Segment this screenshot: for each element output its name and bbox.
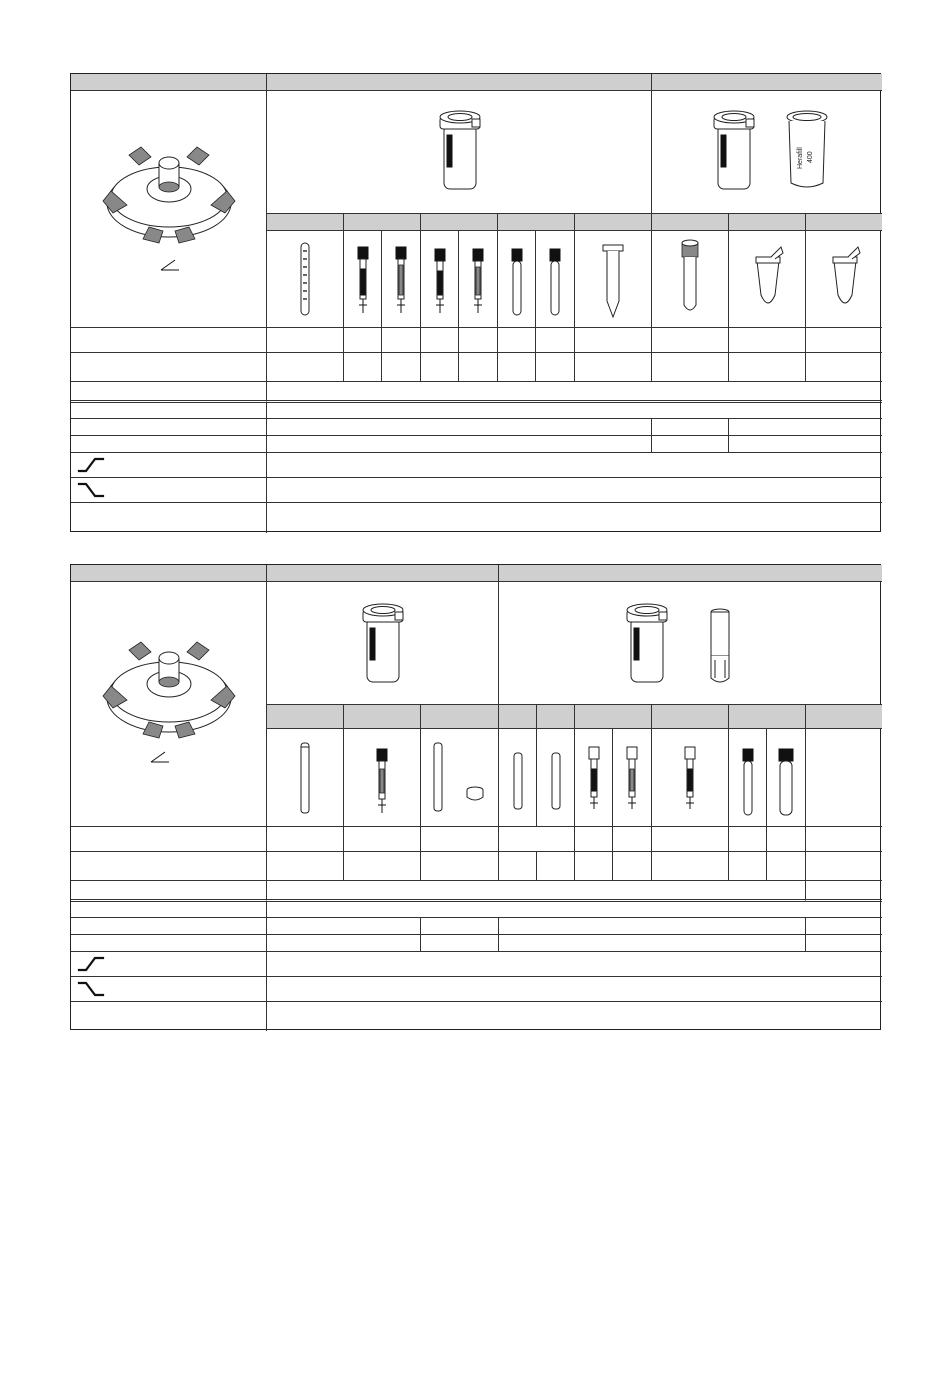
header-cell-bucket-a bbox=[267, 74, 652, 91]
data-cell bbox=[267, 918, 421, 935]
subheader-cell bbox=[267, 214, 344, 231]
round-bucket-illustration bbox=[353, 600, 413, 690]
row-label-cell bbox=[71, 353, 267, 382]
subheader-cell bbox=[575, 214, 652, 231]
data-cell bbox=[267, 382, 882, 403]
subheader-cell bbox=[806, 214, 882, 231]
accel-label-cell bbox=[71, 453, 267, 478]
round-bucket-illustration bbox=[430, 107, 490, 197]
row-label-cell bbox=[71, 935, 267, 952]
plain-tube-icon bbox=[431, 739, 445, 819]
adapter-insert-illustration bbox=[705, 608, 735, 688]
data-cell bbox=[421, 353, 459, 382]
data-cell bbox=[806, 852, 882, 881]
data-cell bbox=[613, 852, 652, 881]
data-cell bbox=[267, 902, 882, 918]
screw-cap-tube-icon bbox=[678, 239, 702, 319]
subheader-cell bbox=[537, 705, 575, 729]
plain-tube-icon bbox=[298, 739, 312, 819]
vacuum-tube-icon bbox=[394, 241, 408, 319]
rotor-image-cell bbox=[71, 582, 267, 827]
data-cell bbox=[382, 328, 421, 353]
tube-cell bbox=[498, 231, 536, 328]
acceleration-ramp-icon bbox=[77, 456, 105, 474]
data-cell bbox=[344, 328, 382, 353]
row-label-cell bbox=[71, 852, 267, 881]
data-cell bbox=[421, 827, 499, 852]
tube-cell bbox=[536, 231, 575, 328]
tube-cell bbox=[767, 729, 806, 827]
tube-cell bbox=[499, 729, 537, 827]
subheader-cell bbox=[499, 705, 537, 729]
data-cell bbox=[344, 827, 421, 852]
data-cell bbox=[537, 852, 575, 881]
data-cell bbox=[729, 852, 767, 881]
data-cell bbox=[267, 436, 652, 453]
plain-tube-icon bbox=[511, 749, 525, 829]
tube-cell bbox=[344, 729, 421, 827]
data-cell bbox=[652, 353, 729, 382]
subheader-cell bbox=[806, 705, 882, 729]
rotor-table-2 bbox=[70, 564, 881, 1030]
data-cell bbox=[421, 918, 499, 935]
header-cell-bucket-a bbox=[267, 565, 499, 582]
subheader-cell bbox=[344, 705, 421, 729]
subheader-cell bbox=[344, 214, 421, 231]
data-cell bbox=[806, 827, 882, 852]
data-cell bbox=[498, 328, 536, 353]
data-cell bbox=[267, 503, 882, 533]
row-label-cell bbox=[71, 382, 267, 403]
data-cell bbox=[806, 918, 882, 935]
header-cell-bucket-b bbox=[499, 565, 882, 582]
data-cell bbox=[267, 328, 344, 353]
round-bucket-illustration bbox=[617, 600, 677, 690]
data-cell bbox=[344, 852, 421, 881]
tube-cell bbox=[459, 231, 498, 328]
data-cell bbox=[267, 403, 882, 419]
data-cell bbox=[267, 952, 882, 977]
bucket-b-image-cell bbox=[499, 582, 882, 705]
tube-cell bbox=[575, 231, 652, 328]
swing-rotor-illustration bbox=[71, 91, 267, 328]
tube-cell bbox=[421, 729, 499, 827]
header-cell-bucket-b bbox=[652, 74, 882, 91]
micro-tube-icon bbox=[830, 245, 860, 315]
conical-tube-icon bbox=[601, 241, 625, 321]
tube-cell bbox=[344, 231, 382, 328]
subheader-cell bbox=[575, 705, 652, 729]
data-cell bbox=[421, 328, 459, 353]
subheader-cell bbox=[267, 705, 344, 729]
data-cell bbox=[499, 827, 575, 852]
row-label-cell bbox=[71, 918, 267, 935]
rotor-angle-icon bbox=[149, 750, 171, 764]
capped-tube-icon bbox=[777, 741, 795, 819]
data-cell bbox=[729, 419, 882, 436]
data-cell bbox=[652, 328, 729, 353]
data-cell bbox=[267, 353, 344, 382]
vacuum-tube-icon bbox=[356, 241, 370, 319]
vacuum-tube-icon bbox=[471, 241, 485, 319]
data-cell bbox=[267, 852, 344, 881]
deceleration-ramp-icon bbox=[77, 481, 105, 499]
tube-cell bbox=[537, 729, 575, 827]
micro-tube-icon bbox=[753, 245, 783, 315]
tube-cell bbox=[382, 231, 421, 328]
data-cell bbox=[729, 328, 806, 353]
data-cell bbox=[267, 977, 882, 1002]
row-label-cell bbox=[71, 902, 267, 918]
data-cell bbox=[575, 827, 613, 852]
tube-cell bbox=[806, 231, 882, 328]
data-cell bbox=[344, 353, 382, 382]
rotor-image-cell bbox=[71, 91, 267, 328]
vacuum-tube-icon bbox=[625, 743, 639, 821]
bucket-b-image-cell bbox=[652, 91, 882, 214]
tube-cell bbox=[729, 231, 806, 328]
data-cell bbox=[382, 353, 421, 382]
data-cell bbox=[806, 935, 882, 952]
cap-icon bbox=[465, 785, 485, 805]
data-cell bbox=[267, 478, 882, 503]
subheader-cell bbox=[729, 214, 806, 231]
tube-cell bbox=[652, 231, 729, 328]
data-cell bbox=[652, 852, 729, 881]
header-cell-label bbox=[71, 74, 267, 91]
data-cell bbox=[421, 852, 499, 881]
data-cell bbox=[536, 353, 575, 382]
row-label-cell bbox=[71, 881, 267, 902]
adapter-brand-label: Herafill bbox=[797, 147, 804, 169]
data-cell bbox=[421, 935, 499, 952]
round-bucket-illustration bbox=[704, 107, 764, 197]
data-cell bbox=[536, 328, 575, 353]
data-cell bbox=[652, 827, 729, 852]
row-label-cell bbox=[71, 328, 267, 353]
rotor-angle-icon bbox=[159, 258, 181, 272]
graduated-tube-icon bbox=[298, 241, 312, 319]
data-cell bbox=[267, 935, 421, 952]
tube-cell bbox=[652, 729, 729, 827]
data-cell bbox=[499, 852, 537, 881]
data-cell bbox=[267, 827, 344, 852]
tube-cell bbox=[267, 729, 344, 827]
data-cell bbox=[267, 453, 882, 478]
data-cell bbox=[459, 353, 498, 382]
capped-tube-icon bbox=[741, 741, 755, 819]
data-cell bbox=[806, 353, 882, 382]
data-cell bbox=[729, 827, 767, 852]
vacuum-tube-icon bbox=[375, 739, 389, 817]
plain-tube-icon bbox=[549, 749, 563, 829]
deceleration-ramp-icon bbox=[77, 980, 105, 998]
subheader-cell bbox=[421, 214, 498, 231]
tube-cell bbox=[729, 729, 767, 827]
adapter-sleeve-illustration bbox=[782, 107, 832, 197]
decel-label-cell bbox=[71, 977, 267, 1002]
data-cell bbox=[575, 353, 652, 382]
capped-tube-icon bbox=[548, 241, 562, 319]
data-cell bbox=[767, 827, 806, 852]
subheader-cell bbox=[498, 214, 575, 231]
data-cell bbox=[729, 353, 806, 382]
data-cell bbox=[729, 436, 882, 453]
data-cell bbox=[575, 852, 613, 881]
vacuum-tube-icon bbox=[587, 743, 601, 821]
capped-tube-icon bbox=[510, 241, 524, 319]
data-cell bbox=[498, 353, 536, 382]
acceleration-ramp-icon bbox=[77, 955, 105, 973]
vacuum-tube-icon bbox=[433, 241, 447, 319]
subheader-cell bbox=[652, 705, 729, 729]
row-label-cell bbox=[71, 827, 267, 852]
tube-cell bbox=[575, 729, 613, 827]
tube-cell bbox=[806, 729, 882, 827]
rotor-table-1 bbox=[70, 73, 881, 532]
row-label-cell bbox=[71, 403, 267, 419]
data-cell bbox=[459, 328, 498, 353]
accel-label-cell bbox=[71, 952, 267, 977]
data-cell bbox=[499, 935, 806, 952]
tube-cell bbox=[613, 729, 652, 827]
row-label-cell bbox=[71, 436, 267, 453]
header-cell-label bbox=[71, 565, 267, 582]
data-cell bbox=[806, 881, 882, 902]
data-cell bbox=[652, 419, 729, 436]
tube-cell bbox=[267, 231, 344, 328]
data-cell bbox=[767, 852, 806, 881]
swing-rotor-illustration bbox=[71, 582, 267, 827]
subheader-cell bbox=[729, 705, 806, 729]
row-label-cell bbox=[71, 1002, 267, 1031]
bucket-a-image-cell bbox=[267, 91, 652, 214]
data-cell bbox=[806, 328, 882, 353]
data-cell bbox=[652, 436, 729, 453]
row-label-cell bbox=[71, 503, 267, 533]
data-cell bbox=[575, 328, 652, 353]
decel-label-cell bbox=[71, 478, 267, 503]
row-label-cell bbox=[71, 419, 267, 436]
vacuum-tube-icon bbox=[683, 743, 697, 821]
subheader-cell bbox=[652, 214, 729, 231]
tube-cell bbox=[421, 231, 459, 328]
adapter-volume-label: 400 bbox=[807, 151, 814, 163]
data-cell bbox=[267, 419, 652, 436]
data-cell bbox=[267, 1002, 882, 1031]
data-cell bbox=[613, 827, 652, 852]
data-cell bbox=[499, 918, 806, 935]
subheader-cell bbox=[421, 705, 499, 729]
data-cell bbox=[267, 881, 806, 902]
bucket-a-image-cell bbox=[267, 582, 499, 705]
